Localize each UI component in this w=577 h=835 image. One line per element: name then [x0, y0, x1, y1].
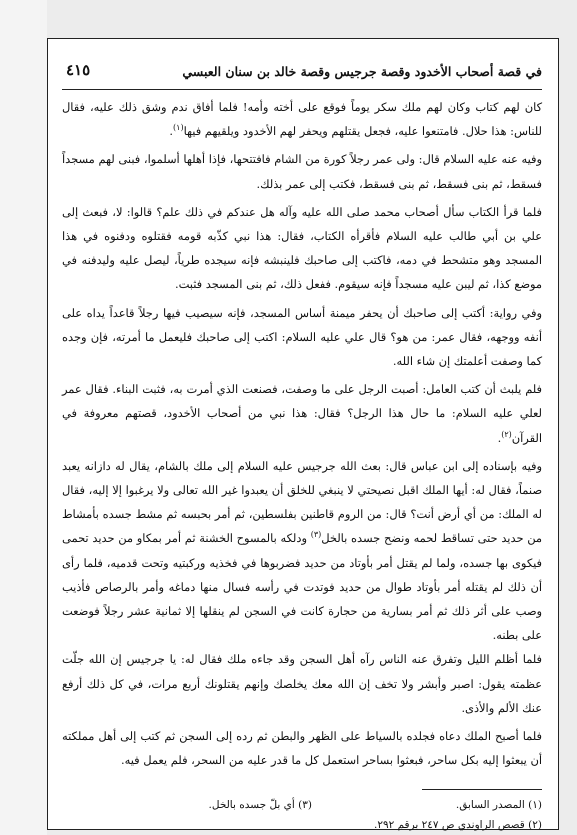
book-page	[47, 38, 559, 830]
page-edge	[0, 0, 47, 835]
running-title: في قصة أصحاب الأخدود وقصة جرجيس وقصة خالد بن سنان العبسي	[182, 64, 542, 79]
footnotes	[62, 795, 542, 835]
footnote: (١) المصدر السابق.	[455, 799, 542, 811]
page-header	[62, 51, 542, 83]
footnote-ref: (٢)	[501, 429, 512, 439]
paragraph: فلما قرأ الكتاب سأل أصحاب محمد صلى الله عليه وآله هل عندكم في ذلك علم؟ قالوا: لا، فبعث إلى علي بن أبي طالب عليه السلام فأقرأه الكتاب، فقال: هذا نبي كذّبه قومه فقتلوه ودفنوه في هذا المسجد وهو متشحط في دمه، فاكتب إلى صاحبك فلينبشه فإنه سيجده طرياً، ليصل عليه وليدفنه في موضع كذا، ثم ليبن عليه مسجداً فإنه سيقوم. ففعل ذلك، ثم بنى المسجد فثبت.	[62, 204, 542, 292]
footnote-row	[62, 815, 542, 835]
paragraph: فلما أظلم الليل وتفرق عنه الناس رآه أهل السجن وقد جاءه ملك فقال له: يا جرجيس إن الله جلّت عظمته يقول: اصبر وأبشر ولا تخف إن الله معك يخلصك وإنهم يقتلونك أربع مرات، في كل ذلك أرفع عنك الألم والأذى.	[62, 652, 542, 715]
paragraph: كان لهم كتاب وكان لهم ملك سكر يوماً فوقع على أخته وأمه! فلما أفاق ندم وشق ذلك عليه، فقال للناس: هذا حلال. فامتنعوا عليه، فجعل يقتلهم ويحفر لهم الأخدود ويلقيهم فيها$^{(١)}$.	[62, 100, 542, 139]
footnote-rule	[422, 789, 542, 790]
paragraph: وفيه عنه عليه السلام قال: ولى عمر رجلاً كورة من الشام فافتتحها، فإذا أهلها أسلموا، فبنى لهم مسجداً فسقط، ثم بنى فسقط، ثم بنى فسقط، فكتب إلى عمر بذلك.	[62, 152, 542, 191]
paragraph: وفيه بإسناده إلى ابن عباس قال: بعث الله جرجيس عليه السلام إلى ملك بالشام، يقال له دازانه يعبد صنماً، فقال له: أيها الملك اقبل نصيحتي لا ينبغي للخلق أن يعبدوا غير الله تعالى ولا يرغبوا إلا إليه، فقال له الملك: من أي أرض أنت؟ قال: من الروم قاطنين بفلسطين، ثم أمر بحبسه ثم مشط جسده بأمشاط من حديد حتى تساقط لحمه ونضح جسده بالخل$^{(٣)}$ ودلكه بالمسوح الخشنة ثم أمر بمكاو من حديد تحمى فيكوى بها جسده، ولما لم يقتل أمر بأوتاد من حديد فضربوها في فخذيه وركبتيه وتحت قدميه، فلما رأى أن ذلك لم يقتله أمر بأوتاد طوال من حديد فوتدت في رأسه فسال منها دماغه وأمر بالرصاص فأذيب وصب على أثر ذلك ثم أمر بسارية من حجارة كانت في السجن لم ينقلها إلا ثمانية عشر رجلاً فوضعت على بطنه.	[62, 458, 542, 643]
paragraph: وفي رواية: أكتب إلى صاحبك أن يحفر ميمنة أساس المسجد، فإنه سيصيب فيها رجلاً قاعداً يداه على أنفه ووجهه، فقال عمر: من هو؟ قال علي عليه السلام: اكتب إلى صاحبك فليعمل ما أمرته، فإن وجده كما وصفت أعلمتك إن شاء الله.	[62, 305, 542, 369]
footnote: (٣) أي بلّ جسده بالخل.	[208, 799, 312, 811]
paragraph: فلم يلبث أن كتب العامل: أصبت الرجل على ما وصفت، فصنعت الذي أمرت به، فثبت البناء. فقال عمر لعلي عليه السلام: ما حال هذا الرجل؟ فقال: هذا نبي من أصحاب الأخدود، قصتهم معروفة في القرآن$^{(٢)}$.	[62, 382, 542, 445]
footnote-row	[62, 795, 542, 815]
page-number: ٤١٥	[66, 61, 91, 79]
footnote-ref: (٣)	[310, 530, 322, 540]
footnote-ref: (١)	[173, 123, 184, 133]
footnote: (٢) قصص الراوندي ص ٢٤٧ برقم ٢٩٢.	[373, 819, 542, 831]
header-rule	[62, 89, 542, 90]
page-body	[62, 95, 542, 772]
paragraph: فلما أصبح الملك دعاه فجلده بالسياط على الظهر والبطن ثم رده إلى السجن ثم كتب إلى أهل مملكته أن يبعثوا إليه بكل ساحر، فبعثوا بساحر استعمل كل ما قدر عليه من السحر، فلم يعمل فيه.	[62, 729, 542, 768]
